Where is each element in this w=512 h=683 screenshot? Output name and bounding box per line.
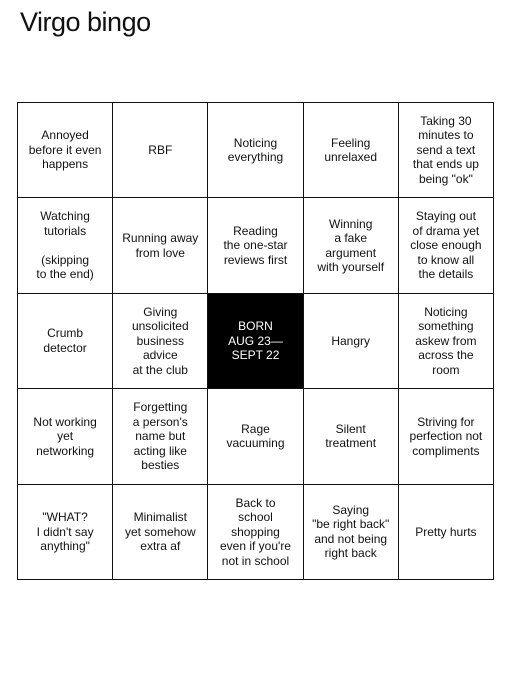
- bingo-cell-4-5: [399, 389, 494, 484]
- bingo-cell-text: Taking 30 minutes to send a text that ends up being "ok": [412, 113, 479, 186]
- bingo-cell-text: Winning a fake argument with yourself: [317, 216, 385, 275]
- bingo-cell-text: Silent treatment: [325, 421, 377, 451]
- bingo-cell-5-4: [304, 485, 399, 580]
- bingo-cell-text: "WHAT? I didn't say anything": [36, 510, 94, 554]
- bingo-cell-2-3: [208, 198, 303, 293]
- bingo-cell-5-1: [18, 485, 113, 580]
- bingo-cell-text: Rage vacuuming: [226, 421, 285, 451]
- bingo-cell-text: Striving for perfection not compliments: [409, 414, 483, 458]
- bingo-cell-3-5: [399, 294, 494, 389]
- bingo-cell-4-1: [18, 389, 113, 484]
- bingo-cell-text: Annoyed before it even happens: [28, 128, 102, 172]
- bingo-cell-2-4: [304, 198, 399, 293]
- bingo-cell-1-1: [18, 103, 113, 198]
- bingo-cell-4-4: [304, 389, 399, 484]
- bingo-cell-2-1: [18, 198, 113, 293]
- bingo-cell-text: Back to school shopping even if you're not in school: [219, 495, 291, 568]
- bingo-cell-2-2: [113, 198, 208, 293]
- bingo-cell-4-3: [208, 389, 303, 484]
- bingo-cell-text: Running away from love: [122, 231, 199, 260]
- page-title: Virgo bingo: [20, 7, 151, 37]
- bingo-cell-text: Reading the one-star reviews first: [223, 223, 288, 267]
- bingo-cell-text: Noticing something askew from across the room: [415, 304, 477, 377]
- bingo-cell-3-2: [113, 294, 208, 389]
- bingo-cell-5-5: [399, 485, 494, 580]
- bingo-cell-text: Watching tutorials (skipping to the end): [36, 209, 94, 282]
- bingo-cell-1-3: [208, 103, 303, 198]
- bingo-cell-2-5: [399, 198, 494, 293]
- bingo-cell-text: Staying out of drama yet close enough to know all the details: [410, 209, 482, 282]
- bingo-cell-3-4: [304, 294, 399, 389]
- bingo-cell-text: Hangry: [331, 333, 371, 348]
- bingo-cell-3-1: [18, 294, 113, 389]
- bingo-cell-text: RBF: [148, 142, 173, 157]
- bingo-free-space: [208, 294, 303, 389]
- bingo-cell-1-5: [399, 103, 494, 198]
- bingo-cell-text: Feeling unrelaxed: [324, 135, 378, 165]
- bingo-cell-text: Minimalist yet somehow extra af: [124, 510, 196, 554]
- bingo-board: [17, 102, 494, 580]
- free-space-text: BORN AUG 23— SEPT 22: [228, 319, 283, 363]
- bingo-cell-text: Forgetting a person's name but acting like besties: [132, 400, 188, 473]
- bingo-cell-5-3: [208, 485, 303, 580]
- bingo-cell-5-2: [113, 485, 208, 580]
- bingo-cell-text: Noticing everything: [227, 135, 284, 165]
- bingo-cell-4-2: [113, 389, 208, 484]
- bingo-cell-text: Pretty hurts: [415, 524, 477, 539]
- bingo-cell-1-4: [304, 103, 399, 198]
- bingo-cell-text: Crumb detector: [43, 326, 87, 355]
- bingo-cell-text: Not working yet networking: [33, 414, 97, 458]
- bingo-cell-text: Saying "be right back" and not being right back: [312, 502, 390, 561]
- bingo-cell-text: Giving unsolicited business advice at the club: [131, 304, 189, 377]
- bingo-cell-1-2: [113, 103, 208, 198]
